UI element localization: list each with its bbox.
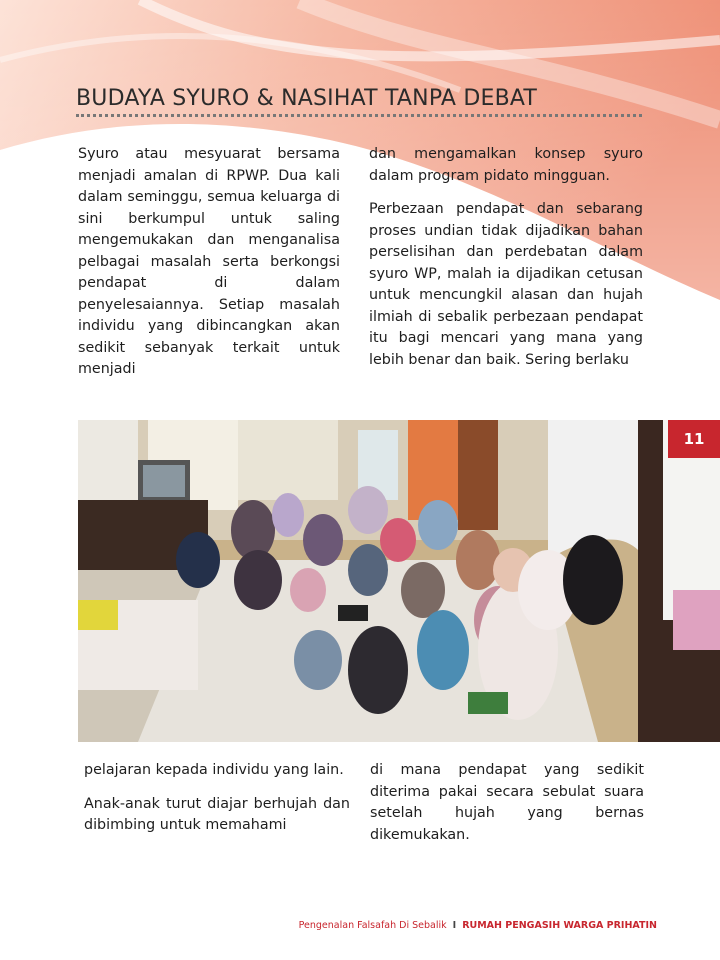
page-number-tab: 11: [668, 420, 720, 458]
paragraph: pelajaran kepada individu yang lain.: [84, 762, 344, 778]
footer-organisation: RUMAH PENGASIH WARGA PRIHATIN: [462, 920, 657, 931]
text-column-top-right: [369, 144, 643, 383]
paragraph: di mana pendapat yang sedikit diterima pakai secara sebulat suara setelah hujah yang bernas dikemukakan.: [370, 762, 644, 843]
paragraph: Anak-anak turut diajar berhujah dan dibimbing untuk memahami: [84, 795, 350, 833]
page-title: BUDAYA SYURO & NASIHAT TANPA DEBAT: [76, 86, 538, 111]
paragraph: Perbezaan pendapat dan sebarang proses undian tidak dijadikan bahan perselisihan dan perdebatan dalam syuro WP, malah ia dijadikan cetusan untuk mencungkil alasan dan hujah ilmiah di sebalik perbezaan pendapat itu bagi mencari yang mana yang lebih benar dan baik. Sering berlaku: [369, 201, 643, 368]
paragraph: Syuro atau mesyuarat bersama menjadi amalan di RPWP. Dua kali dalam seminggu, semua keluarga di sini berkumpul untuk saling mengemukakan dan menganalisa pelbagai masalah serta berkongsi pendapat di dalam penyelesaiannya. Setiap masalah individu yang dibincangkan akan sedikit sebanyak terkait untuk menjadi: [78, 146, 340, 377]
page-footer: [299, 920, 657, 931]
paragraph: dan mengamalkan konsep syuro dalam program pidato mingguan.: [369, 146, 643, 184]
footer-section-title: Pengenalan Falsafah Di Sebalik: [298, 920, 447, 931]
text-column-top-left: [78, 144, 340, 393]
family-gathering-photo: [78, 420, 720, 742]
text-column-bottom-left: [84, 760, 350, 849]
footer-separator: I: [452, 920, 457, 931]
title-dotted-rule: [76, 114, 642, 117]
text-column-bottom-right: [370, 760, 644, 858]
